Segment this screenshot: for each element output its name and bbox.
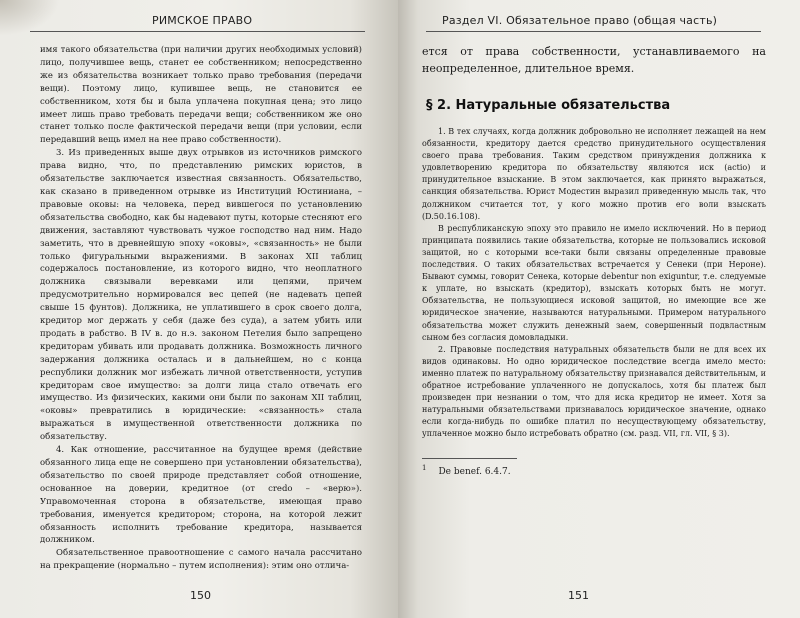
right-intro-paragraph: ется от права собственности, устанавливаемого на неопределенное, длительное время. xyxy=(422,45,766,75)
footnote xyxy=(422,464,511,477)
right-paragraph-2: В республиканскую эпоху это правило не имело исключений. Но в период принципата появились такие обязательства, которые не пользовались исковой защитой, но с которыми все-таки были связаны определенные правовые последствия. О таких обязательствах встречается у Сенеки (при Нероне). Бывают суммы, говорит Сенека, которые debentur non exiguntur, т.е. следуемые к уплате, но взыскать (кредитор), взыскать которых быть не могут. Обязательства, не пользующиеся исковой защитой, но имеющие все же юридическое значение, называются натуральными. Примером натурального обязательства может служить денежный заем, совершенный подвластным сыном без согласия домовладыки. xyxy=(422,223,766,342)
right-header-rule xyxy=(426,31,761,32)
right-body-text xyxy=(422,126,766,440)
left-header-rule xyxy=(30,31,365,32)
footnote-text: De benef. 6.4.7. xyxy=(438,467,511,477)
right-running-head: Раздел VI. Обязательное право (общая часть) xyxy=(442,14,718,27)
left-paragraph-1: имя такого обязательства (при наличии других необходимых условий) лицо, получившее вещь, станет ее собственником; непосредственно же из обязательства возникает только право требования (передачи вещи). Поэтому лицо, купившее вещь, не становится ее собственником, хотя бы и была уплачена покупная цена; это лицо имеет лишь право требовать передачи вещи; собственником же оно станет только после фактической передачи вещи (при условии, если передавший вещь имел на нее право собственности). xyxy=(40,45,362,146)
footnote-rule xyxy=(422,458,517,459)
left-running-head: РИМСКОЕ ПРАВО xyxy=(152,14,253,27)
left-page-number: 150 xyxy=(190,589,211,602)
left-paragraph-2: 3. Из приведенных выше двух отрывков из источников римского права видно, что, по представлению римских юристов, в обязательстве заключается известная связанность. Обязательство, как сказано в приведенном отрывке из Институций Юстиниана, – правовые оковы: на человека, перед вившегося по установлению обязательства свободно, как бы надевают путы, которые стесняют его движения, заставляют чувствовать чужое господство над ним. Надо заметить, что в древнейшую эпоху «оковы», «связанность» не были только фигуральными выражениями. В законах XII таблиц содержалось постановление, из которого видно, что неоплатного должника связывали веревками или цепями, причем предусмотрительно нормировался вес цепей (не надевать цепей свыше 15 фунтов). Должника, не уплатившего в срок своего долга, кредитор мог держать у себя (даже без суда), а затем убить или продать в рабство. В IV в. до н.э. законом Петелия было запрещено кредиторам убивать или продавать должника. Возможность личного задержания должника осталась и в дальнейшем, но с конца республики должник мог избежать личной ответственности, уступив кредиторам свое имущество: за долги лица стало отвечать его имущество. Из физических, какими они были по законам XII таблиц, «оковы» превратились в юридические: «связанность» стала выражаться в имущественной ответственности должника по обязательству. xyxy=(40,148,362,443)
right-page-number: 151 xyxy=(568,589,589,602)
left-paragraph-3: 4. Как отношение, рассчитанное на будущее время (действие обязанного лица еще не совершено при установлении обязательства), обязательство по своей природе представляет собой отношение, основанное на доверии, кредитное (от credo – «верю»). Управомоченная сторона в обязательстве, имеющая право требования, именуется кредитором; сторона, на которой лежит обязанность исполнить требование кредитора, называется должником. xyxy=(40,445,362,546)
right-paragraph-3: 2. Правовые последствия натуральных обязательств были не для всех их видов одинаковы. Но одно юридическое последствие всегда имело место: именно платеж по натуральному обязательству признавался действительным, и обратное истребование уплаченного не допускалось, хотя бы платеж был произведен при незнании о том, что для иска кредитор не имеет. Хотя за натуральными обязательствами признавалось юридическое значение, однако если когда-нибудь по ошибке платил по несуществующему обязательству, уплаченное можно было истребовать обратно (см. разд. VII, гл. VII, § 3). xyxy=(422,344,766,439)
right-paragraph-1: 1. В тех случаях, когда должник добровольно не исполняет лежащей на нем обязанности, кредитору дается средство принудительного осуществления своего права требования. Таким средством принуждения должника к удовлетворению кредитора по обязательству являются иск (actio) и принудительное взыскание. В этом заключается, как принято выражаться, санкция обязательства. Юрист Модестин выразил приведенную мысль так, что должником считается тот, у кого можно против его воли взыскать (D.50.16.108). xyxy=(422,127,766,221)
right-intro-text xyxy=(422,44,766,78)
section-title: § 2. Натуральные обязательства xyxy=(426,98,671,113)
right-page xyxy=(398,0,800,618)
left-paragraph-4: Обязательственное правоотношение с самого начала рассчитано на прекращение (нормально – путем исполнения): этим оно отлича- xyxy=(40,548,362,572)
left-page xyxy=(0,0,398,618)
footnote-mark: 1 xyxy=(422,464,427,472)
left-body-text xyxy=(40,44,362,573)
